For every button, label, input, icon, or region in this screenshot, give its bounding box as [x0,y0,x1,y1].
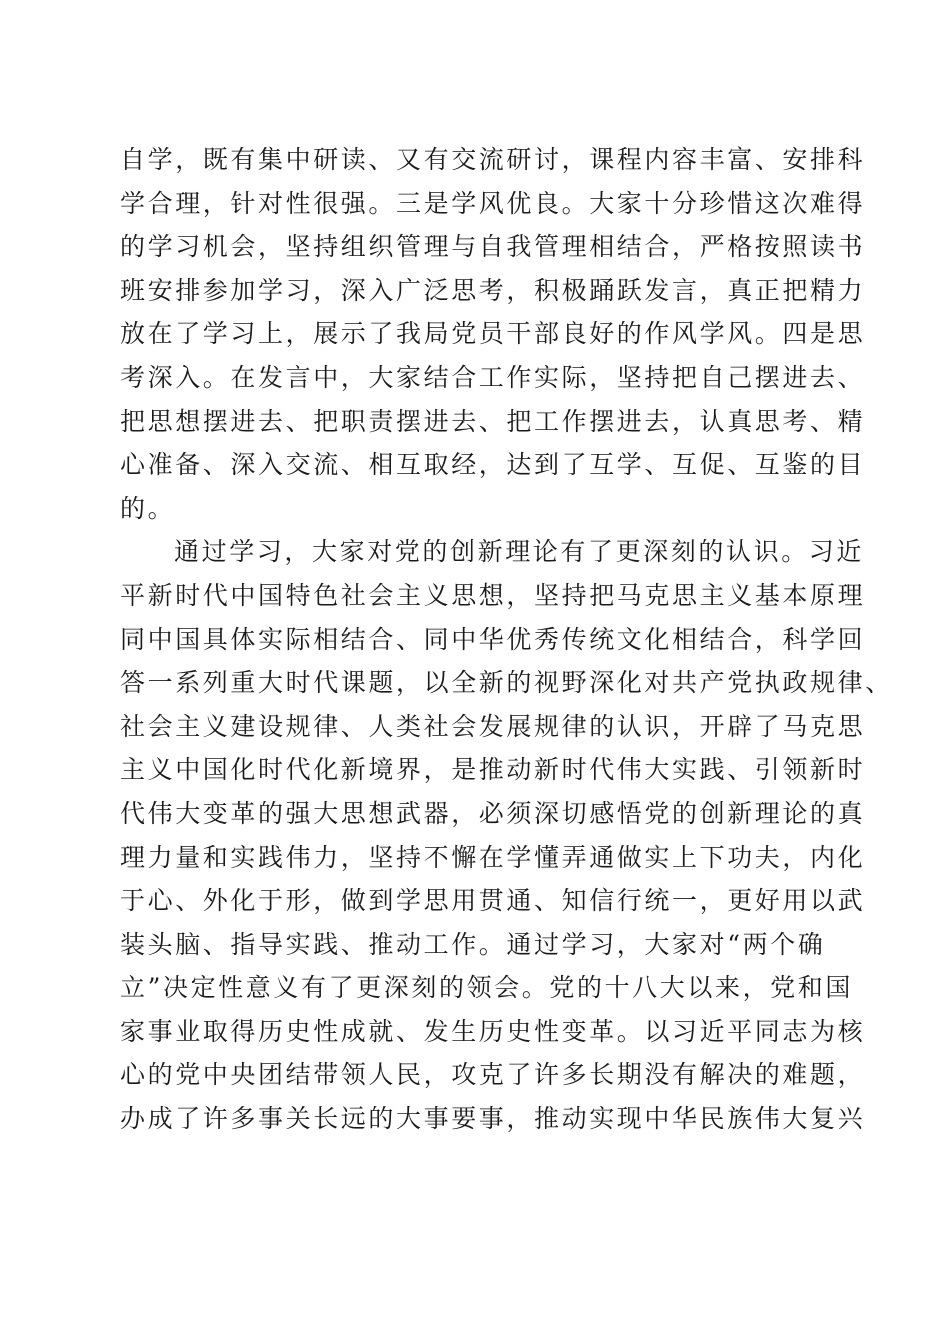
paragraph-line: 通过学习，大家对党的创新理论有了更深刻的认识。习近 [174,537,865,567]
paragraph-line: 理力量和实践伟力，坚持不懈在学懂弄通做实上下功夫，内化 [120,842,866,872]
paragraph-line: 放在了学习上，展示了我局党员干部良好的作风学风。四是思 [120,319,866,349]
paragraph-line: 心准备、深入交流、相互取经，达到了互学、互促、互鉴的目 [120,450,866,480]
paragraph-line: 社会主义建设规律、人类社会发展规律的认识，开辟了马克思 [120,711,866,741]
paragraph-line: 学合理，针对性很强。三是学风优良。大家十分珍惜这次难得 [120,188,866,218]
paragraph-line: 立”决定性意义有了更深刻的领会。党的十八大以来，党和国 [120,973,853,1003]
paragraph-line: 装头脑、指导实践、推动工作。通过学习，大家对“两个确 [120,929,826,959]
paragraph-line: 考深入。在发言中，大家结合工作实际，坚持把自己摆进去、 [120,362,866,392]
paragraph-line: 办成了许多事关长远的大事要事，推动实现中华民族伟大复兴 [120,1104,866,1134]
paragraph-line: 答一系列重大时代课题，以全新的视野深化对共产党执政规律、 [120,668,893,698]
paragraph-line: 于心、外化于形，做到学思用贯通、知信行统一，更好用以武 [120,886,866,916]
paragraph-line: 同中国具体实际相结合、同中华优秀传统文化相结合，科学回 [120,624,866,654]
paragraph-2 [120,530,893,1140]
paragraph-line: 平新时代中国特色社会主义思想，坚持把马克思主义基本原理 [120,580,866,610]
paragraph-1 [120,138,866,530]
paragraph-line: 把思想摆进去、把职责摆进去、把工作摆进去，认真思考、精 [120,406,866,436]
paragraph-line: 家事业取得历史性成就、发生历史性变革。以习近平同志为核 [120,1016,866,1046]
paragraph-line: 的学习机会，坚持组织管理与自我管理相结合，严格按照读书 [120,232,866,262]
paragraph-line: 班安排参加学习，深入广泛思考，积极踊跃发言，真正把精力 [120,275,866,305]
paragraph-line: 自学，既有集中研读、又有交流研讨，课程内容丰富、安排科 [120,145,866,174]
paragraph-line: 心的党中央团结带领人民，攻克了许多长期没有解决的难题， [120,1060,866,1090]
document-body [120,138,893,1141]
paragraph-line: 代伟大变革的强大思想武器，必须深切感悟党的创新理论的真 [120,798,866,828]
paragraph-line: 主义中国化时代化新境界，是推动新时代伟大实践、引领新时 [120,755,866,785]
paragraph-line: 的。 [120,493,176,523]
